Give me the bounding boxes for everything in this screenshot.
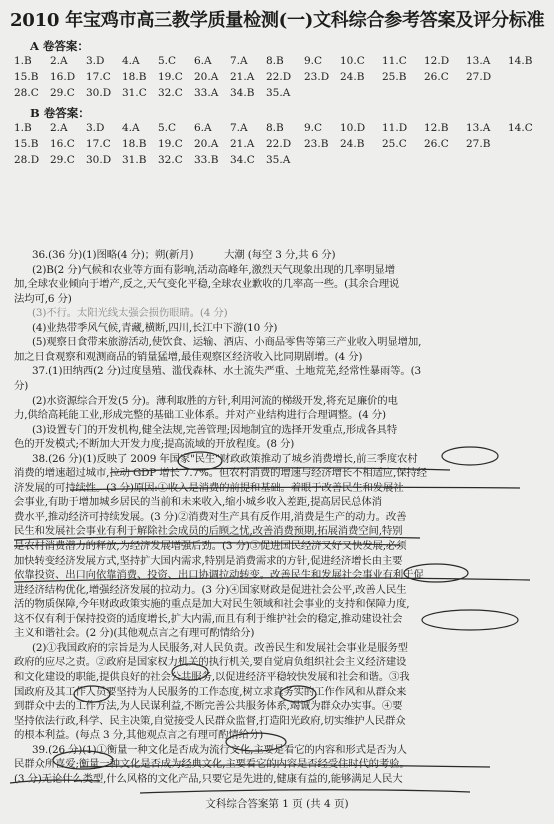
answer-cell: 35.A [266,87,291,99]
text-line: (5)观察日食带来旅游活动,使饮食、运输、酒店、小商品零售等第三产业收入明显增加, [32,336,422,349]
answer-cell: 15.B [14,71,39,83]
answer-cell: 35.A [266,154,291,166]
answer-cell: 10.C [340,55,365,67]
text-line: (4)业热带季风气候,青藏,横断,四川,长江中下游(10 分) [32,321,278,334]
answer-cell: 21.A [230,71,255,83]
answer-cell: 5.C [158,55,177,67]
answer-cell: 24.B [340,71,365,83]
text-line: 国政府及其工作人员要坚持为人民服务的工作态度,树立求真务实的工作作风和从群众来 [14,685,407,698]
answer-cell: 16.C [50,138,75,150]
answer-cell: 25.C [382,138,407,150]
text-line: 法均可,6 分) [14,292,72,305]
answer-cell: 17.C [86,138,111,150]
answer-cell: 14.B [508,55,533,67]
answer-cell: 9.C [304,55,323,67]
answer-cell: 12.B [424,122,449,134]
answer-cell: 5.C [158,122,177,134]
answer-cell: 15.B [14,138,39,150]
text-line: 的根本利益。(每点 3 分,其他观点言之有理可酌情给分) [14,729,264,742]
answer-cell: 4.A [122,122,140,134]
answer-cell: 11.C [382,55,407,67]
page-title: 2010 年宝鸡市高三教学质量检测(一)文科综合参考答案及评分标准 [10,10,545,31]
answer-cell: 18.B [122,71,147,83]
answer-cell: 26.C [424,71,449,83]
page-footer: 文科综合答案第 1 页 (共 4 页) [205,798,349,810]
answer-cell: 3.D [86,122,105,134]
answer-cell: 20.A [194,71,219,83]
text-line: (2)B(2 分)气候和农业等方面有影响,活动高峰年,激烈天气现象出现的几率明显增 [32,263,395,276]
text-line: 这不仅有利于保持投资的适度增长,扩大内需,而且有利于维护社会的稳定,推动建设社会 [14,612,403,625]
answer-cell: 22.D [266,71,292,83]
text-line: 进经济结构优化,增强经济发展的拉动力。(3 分)④国家财政是促进社会公平,改善人民生 [14,583,407,596]
text-line: (2)水资源综合开发(5 分)。薄利取胜的方针,利用河流的梯级开发,将充足廉价的电 [32,394,398,407]
text-line: 分) [14,379,29,392]
text-line: 36.(36 分)(1)图略(4 分)；朔(新月) 大潮 (每空 3 分,共 6 分) [32,249,336,261]
text-line: 是农村消费潜力的释放,为经济发展增强后劲。(3 分)③促进国民经济又好又快发展,必须 [14,540,407,552]
text-line: 民群众所喜爱;衡量一种文化是否成为经典文化,主要看它的内容是否经受住时代的考验。 [14,758,410,771]
text-line: 37.(1)田纳西(2 分)过度垦殖、滥伐森林、水土流失严重、土地荒芜,经常性暴雨等。(3 [32,365,421,378]
answer-cell: 2.A [50,122,68,134]
answer-cell: 23.D [304,71,330,83]
answer-cell: 29.C [50,87,75,99]
ink-circle [422,610,518,630]
answer-cell: 13.A [466,122,491,134]
answer-cell: 1.B [14,55,32,67]
answer-cell: 31.C [122,87,147,99]
answer-cell: 4.A [122,55,140,67]
answer-cell: 6.A [194,55,212,67]
answer-cell: 28.C [14,87,39,99]
answer-cell: 12.D [424,55,450,67]
answer-cell: 33.B [194,154,219,166]
text-line: 加快转变经济发展方式,坚持扩大国内需求,特别是消费需求的方针,促进经济增长由主要 [14,554,403,567]
answer-cell: 33.A [194,87,219,99]
text-line: 到群众中去的工作方法,为人民谋利益,不断完善公共服务体系,竭诚为群众办实事。④要 [14,700,403,713]
answer-cell: 3.D [86,55,105,67]
text-line: 政府的应尽之责。②政府是国家权力机关的执行机关,要自觉肩负组织社会主义经济建设 [14,656,407,669]
text-line: 活的物质保障,今年财政政策实施的重点是加大对民生领域和社会事业的支持和保障力度, [14,598,410,611]
answer-cell: 30.D [86,154,112,166]
answer-cell: 27.B [466,138,491,150]
answer-cell: 34.B [230,87,255,99]
text-line: 加,全球农业倾向于增产,反之,天气变化平稳,全球农业歉收的几率高一些。(其余合理说 [14,278,400,291]
answer-section-label: A 卷答案： [30,39,89,53]
answer-cell: 11.D [382,122,408,134]
text-line: (3)设置专门的开发机构,健全法规,完善管理;因地制宜的选择开发重点,形成各具特 [32,423,398,436]
ink-circle [442,447,498,465]
answer-cell: 34.C [230,154,255,166]
text-line: 消费的增速超过城市,拉动 GDP 增长 7.7%。但农村消费的增速与经济增长不相适应,保持经 [14,467,427,480]
answer-cell: 20.A [194,138,219,150]
answer-cell: 7.A [230,122,248,134]
answer-cell: 31.B [122,154,147,166]
text-line: 和文化建设的职能,提供良好的社会公共服务,以促进经济平稳较快发展和社会和谐。③我 [14,670,410,683]
text-line: 依靠投资、出口向依靠消费、投资、出口协调拉动转变。改善民生和发展社会事业有利于促 [14,569,424,582]
text-line: (3 分)无论什么类型,什么风格的文化产品,只要它是先进的,健康有益的,能够满足人民大 [14,772,403,785]
answer-cell: 17.C [86,71,111,83]
answer-cell: 19.C [158,138,183,150]
answer-cell: 13.A [466,55,491,67]
answer-cell: 32.C [158,87,183,99]
text-line: (2)①我国政府的宗旨是为人民服务,对人民负责。改善民生和发展社会事业是服务型 [32,641,408,654]
answer-section-label: B 卷答案： [30,106,90,120]
answer-cell: 29.C [50,154,75,166]
text-line: 力,供给高耗能工业,形成完整的基础工业体系。并对产业结构进行合理调整。(4 分) [14,409,386,422]
answer-cell: 7.A [230,55,248,67]
answer-cell: 23.B [304,138,329,150]
answer-cell: 9.C [304,122,323,134]
text-line: 费水平,推动经济可持续发展。(3 分)②消费对生产具有反作用,消费是生产的动力。改善 [14,510,407,523]
text-line: 加之日食观察和观测商品的销量猛增,最佳观察区经济收入比同期剧增。(4 分) [14,350,363,363]
answer-cell: 14.C [508,122,533,134]
answer-cell: 25.B [382,71,407,83]
answer-cell: 30.D [86,87,112,99]
text-line: 色的开发模式;不断加大开发力度;提高流域的开放程度。(8 分) [14,438,295,451]
answer-cell: 27.D [466,71,492,83]
text-line: 38.(26 分)(1)反映了 2009 年国家"民生"财政政策推动了城乡消费增长,前三季度农村 [32,452,418,465]
answer-cell: 1.B [14,122,32,134]
answer-cell: 32.C [158,154,183,166]
ink-underline [140,790,470,793]
text-line: 39.(26 分)(1)①衡量一种文化是否成为流行文化,主要是看它的内容和形式是否为人 [32,743,407,756]
answer-cell: 10.D [340,122,366,134]
answer-cell: 18.B [122,138,147,150]
text-line: 济发展的可持续性。(3 分)原因:①收入是消费的前提和基础。着眼于改善民生和发展社 [14,481,404,494]
answer-cell: 8.B [266,122,284,134]
answer-cell: 21.A [230,138,255,150]
text-line: 会事业,有助于增加城乡居民的当前和未来收入,缩小城乡收入差距,提高居民总体消 [14,496,382,509]
text-line: 主义和谐社会。(2 分)(其他观点言之有理可酌情给分) [14,627,255,640]
answer-cell: 2.A [50,55,68,67]
text-line: 坚持依法行政,科学、民主决策,自觉接受人民群众监督,打造阳光政府,切实维护人民群众 [14,714,406,727]
answer-cell: 8.B [266,55,284,67]
answer-cell: 6.A [194,122,212,134]
answer-cell: 28.D [14,154,40,166]
answer-cell: 19.C [158,71,183,83]
answer-cell: 24.B [340,138,365,150]
answer-cell: 22.D [266,138,292,150]
text-line: 民生和发展社会事业有利于解除社会成员的后顾之忧,改善消费预期,拓展消费空间,特别 [14,525,403,538]
answer-cell: 26.C [424,138,449,150]
text-line: (3)不行。太阳光线太强会损伤眼睛。(4 分) [32,307,228,320]
answer-cell: 16.D [50,71,76,83]
